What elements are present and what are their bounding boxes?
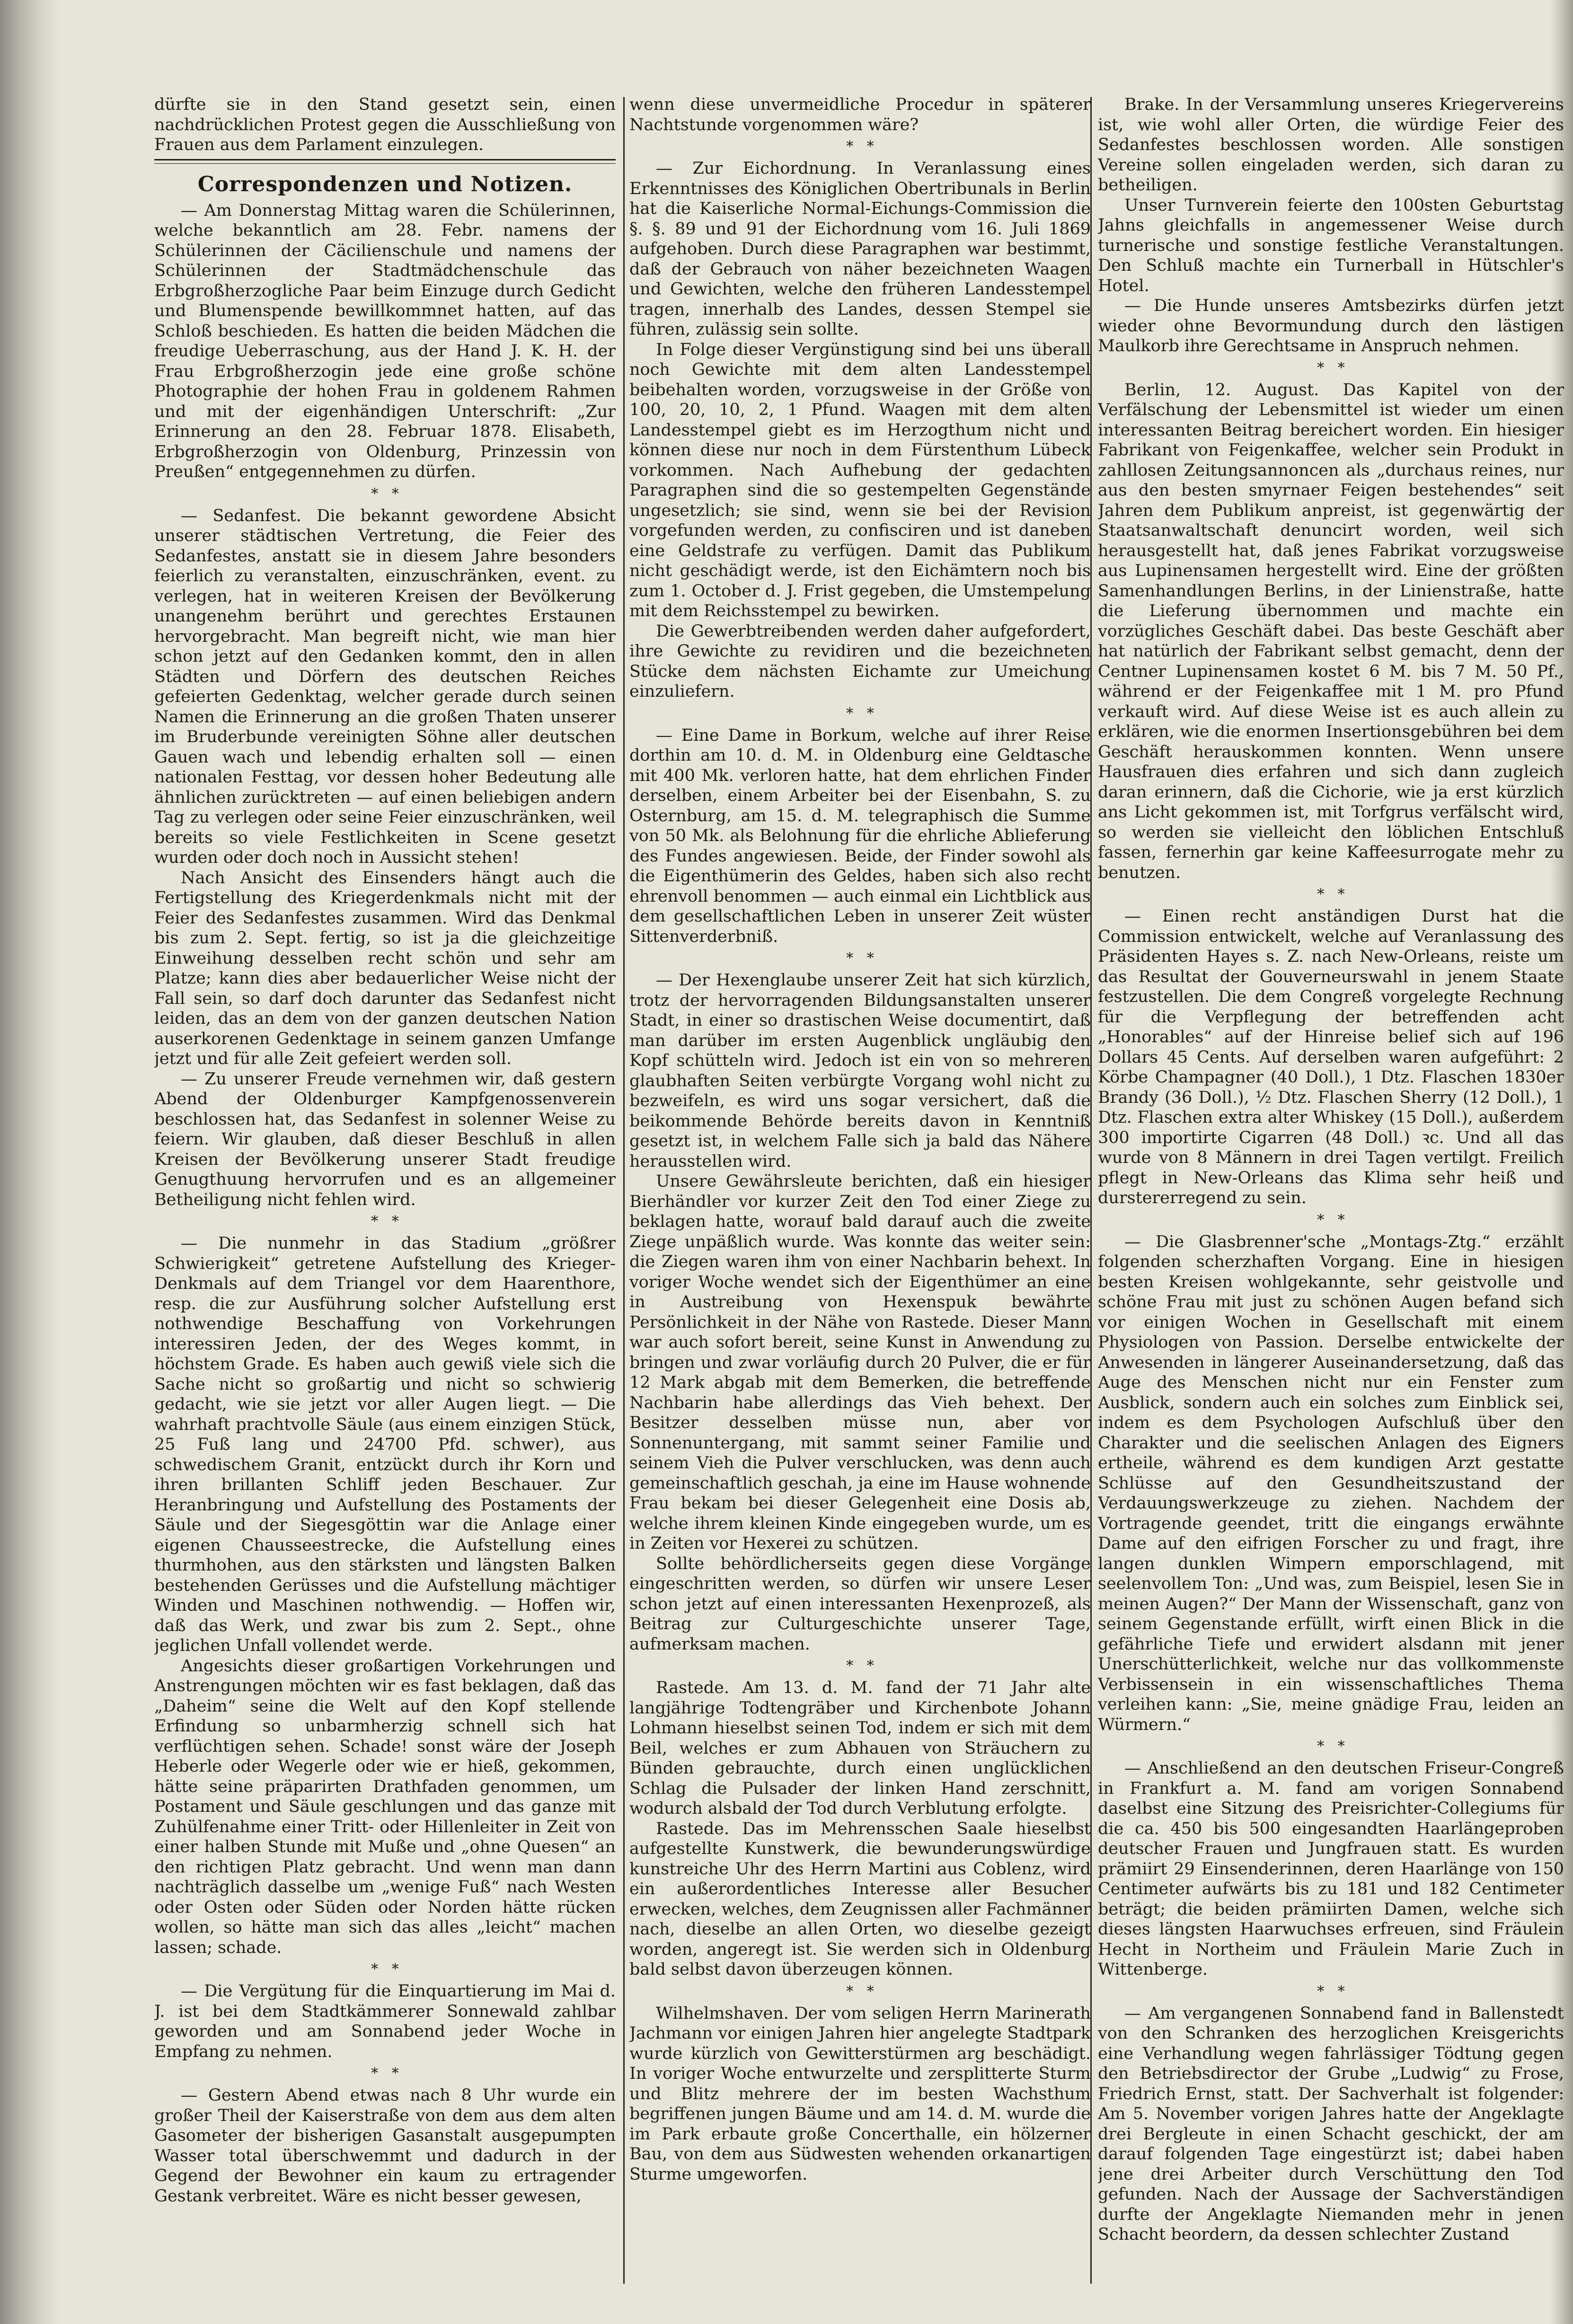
- article-paragraph: — Zur Eichordnung. In Veranlassung eines Erkenntnisses des Königlichen Obertribunals in Berlin hat die Kaiserliche Normal-Eichungs-Commission die §. §. 89 und 91 der Eichordnung vom 16. Juli 1869 aufgehoben. Durch diese Paragraphen war bestimmt, daß der Gebrauch von näher bezeichneten Waagen und Gewichten, welche den früheren Landesstempel tragen, innerhalb des Landes, dessen Stempel sie führen, zulässig sein sollte.: [629, 159, 1091, 339]
- article-paragraph: — Zu unserer Freude vernehmen wir, daß gestern Abend der Oldenburger Kampfgenossenverein beschlossen hat, das Sedanfest in solenner Weise zu feiern. Wir glauben, daß dieser Beschluß in allen Kreisen der Bevölkerung unserer Stadt freudige Genugthuung hervorrufen und es an allgemeiner Betheiligung nicht fehlen wird.: [154, 1069, 616, 1209]
- article-paragraph: — Am Donnerstag Mittag waren die Schülerinnen, welche bekanntlich am 28. Febr. namens der Schülerinnen der Cäcilienschule und namens der Schülerinnen der Stadtmädchenschule das Erbgroßherzogliche Paar beim Einzuge durch Gedicht und Blumenspende bewillkommnet hatten, auf das Schloß beschieden. Es hatten die beiden Mädchen die freudige Ueberraschung, aus der Hand J. K. H. der Frau Erbgroßherzogin jede eine große schöne Photographie der hohen Frau in goldenem Rahmen und mit der eigenhändigen Unterschrift: „Zur Erinnerung an den 28. Februar 1878. Elisabeth, Erbgroßherzogin von Oldenburg, Prinzessin von Preußen“ entgegennehmen zu dürfen.: [154, 201, 616, 481]
- section-divider: [154, 159, 616, 164]
- article-paragraph: Unsere Gewährsleute berichten, daß ein hiesiger Bierhändler vor kurzer Zeit den Tod einer Ziege zu beklagen hatte, worauf bald darauf auch die zweite Ziege unpäßlich wurde. Was konnte das weiter sein: die Ziegen waren ihm von einer Nachbarin behext. In voriger Woche wendet sich der Eigenthümer an eine in Austreibung von Hexenspuk bewährte Persönlichkeit in der Nähe von Rastede. Dieser Mann war auch sofort bereit, seine Kunst in Anwendung zu bringen und zwar vorläufig durch 20 Pulver, die er für 12 Mark abgab mit dem Bemerken, die betreffende Nachbarin habe allerdings das Vieh behext. Der Besitzer desselben müsse nun, aber vor Sonnenuntergang, mit sammt seiner Familie und seinem Vieh die Pulver verschlucken, was denn auch gemeinschaftlich geschah, ja eine im Hause wohnende Frau bekam bei dieser Gelegenheit eine Dosis ab, welche ihrem kleinen Kinde eingegeben wurde, um es in Zeiten vor Hexerei zu schützen.: [629, 1172, 1091, 1553]
- article-paragraph: Rastede. Am 13. d. M. fand der 71 Jahr alte langjährige Todtengräber und Kirchenbote Johann Lohmann hieselbst seinen Tod, indem er sich mit dem Beil, welches er zum Abhauen von Sträuchern zu Bünden gebrauchte, durch einen unglücklichen Schlag die Pulsader der linken Hand zerschnitt, wodurch alsbald der Tod durch Verblutung erfolgte.: [629, 1678, 1091, 1818]
- article-paragraph: — Die Vergütung für die Einquartierung im Mai d. J. ist bei dem Stadtkämmerer Sonnewald zahlbar geworden und am Sonnabend jeder Woche in Empfang zu nehmen.: [154, 1982, 616, 2061]
- column-2: [629, 95, 1091, 2291]
- article-paragraph: In Folge dieser Vergünstigung sind bei uns überall noch Gewichte mit dem alten Landesstempel beibehalten worden, vorzugsweise in der Größe von 100, 20, 10, 2, 1 Pfund. Waagen mit dem alten Landesstempel giebt es im Herzogthum nicht und können diese nur noch in dem Fürstenthum Lübeck vorkommen. Nach Aufhebung der gedachten Paragraphen sind die so gestempelten Gegenstände ungesetzlich; sie sind, wenn sie bei der Revision vorgefunden werden, zu confisciren und ist daneben eine Geldstrafe zu verfügen. Damit das Publikum nicht geschädigt werde, ist den Eichämtern noch bis zum 1. October d. J. Frist gegeben, die Umstempelung mit dem Reichsstempel zu bewirken.: [629, 340, 1091, 621]
- asterisk-separator: * *: [371, 485, 399, 502]
- asterisk-separator: * *: [846, 950, 874, 967]
- asterisk-separator: * *: [371, 1213, 399, 1230]
- article-paragraph: wenn diese unvermeidliche Procedur in späterer Nachtstunde vorgenommen wäre?: [629, 95, 1091, 134]
- article-paragraph: — Gestern Abend etwas nach 8 Uhr wurde ein großer Theil der Kaiserstraße von dem aus dem alten Gasometer der bisherigen Gasanstalt ausgepumpten Wasser total überschwemmt und dadurch in der Gegend der Bewohner ein kaum zu ertragender Gestank verbreitet. Wäre es nicht besser gewesen,: [154, 2086, 616, 2206]
- asterisk-separator: * *: [1317, 359, 1345, 376]
- binding-gutter: [0, 0, 61, 2324]
- asterisk-separator: * *: [371, 2065, 399, 2082]
- asterisk-separator: * *: [846, 1658, 874, 1674]
- article-paragraph: — Einen recht anständigen Durst hat die Commission entwickelt, welche auf Veranlassung des Präsidenten Hayes s. Z. nach New-Orleans, reiste um das Resultat der Gouverneurswahl in jenem Staate festzustellen. Die dem Congreß vorgelegte Rechnung für die Verpflegung der betreffenden acht „Honorables“ auf der Hinreise belief sich auf 196 Dollars 45 Cents. Auf derselben waren aufgeführt: 2 Körbe Champagner (40 Doll.), 1 Dtz. Flaschen 1830er Brandy (36 Doll.), ½ Dtz. Flaschen Sherry (12 Doll.), 1 Dtz. Flaschen extra alter Whiskey (15 Doll.), außerdem 300 importirte Cigarren (48 Doll.) ꝛc. Und all das wurde von 8 Männern in drei Tagen vertilgt. Freilich pflegt in New-Orleans das Klima sehr heiß und durstererregend zu sein.: [1098, 907, 1564, 1207]
- column-1: [154, 95, 616, 2291]
- article-paragraph: Wilhelmshaven. Der vom seligen Herrn Marinerath Jachmann vor einigen Jahren hier angelegte Stadtpark wurde kürzlich von Gewitterstürmen arg beschädigt. In voriger Woche entwurzelte und zersplitterte Sturm und Blitz mehrere der im besten Wachsthum begriffenen jungen Bäume und am 14. d. M. wurde die im Park erbaute große Concerthalle, ein hölzerner Bau, von dem aus Südwesten wehenden orkanartigen Sturme umgeworfen.: [629, 2004, 1091, 2184]
- asterisk-separator: * *: [1317, 886, 1345, 903]
- article-paragraph: — Eine Dame in Borkum, welche auf ihrer Reise dorthin am 10. d. M. in Oldenburg eine Geldtasche mit 400 Mk. verloren hatte, hat dem ehrlichen Finder derselben, einem Arbeiter bei der Eisenbahn, S. zu Osternburg, am 15. d. M. telegraphisch die Summe von 50 Mk. als Belohnung für die ehrliche Ablieferung des Fundes angewiesen. Beide, der Finder sowohl als die Eigenthümerin des Geldes, haben sich also recht ehrenvoll benommen — auch einmal ein Lichtblick aus dem gesellschaftlichen Leben in unserer Zeit wüster Sittenverderbniß.: [629, 726, 1091, 946]
- article-paragraph: Berlin, 12. August. Das Kapitel von der Verfälschung der Lebensmittel ist wieder um einen interessanten Beitrag bereichert worden. Ein hiesiger Fabrikant von Feigenkaffee, welcher sein Produkt in zahllosen Zeitungsannoncen als „durchaus reines, nur aus den besten smyrnaer Feigen bestehendes“ seit Jahren dem Publikum anpreist, ist gegenwärtig der Staatsanwaltschaft denuncirt worden, weil sich herausgestellt hat, daß jenes Fabrikat vorzugsweise aus Lupinensamen hergestellt wird. Eine der größten Samenhandlungen Berlins, in der Linienstraße, hatte die Lieferung übernommen und machte ein vorzügliches Geschäft dabei. Das beste Geschäft aber hat natürlich der Fabrikant selbst gemacht, denn der Centner Lupinensamen kostet 6 M. bis 7 M. 50 Pf., während er der Feigenkaffee mit 1 M. pro Pfund verkauft wird. Auf diese Weise ist es auch allein zu erklären, wie die enormen Insertionsgebühren bei dem Geschäft herauskommen konnten. Wenn unsere Hausfrauen dies erfahren und sich dann zugleich daran erinnern, daß die Cichorie, wie ja erst kürzlich ans Licht gekommen ist, mit Torfgrus verfälscht wird, so werden sie vielleicht den löblichen Entschluß fassen, fernerhin gar keine Kaffeesurrogate mehr zu benutzen.: [1098, 380, 1564, 882]
- article-paragraph: — Die Hunde unseres Amtsbezirks dürfen jetzt wieder ohne Bevormundung durch den lästigen Maulkorb ihre Gerechtsame in Anspruch nehmen.: [1098, 296, 1564, 355]
- article-paragraph: Unser Turnverein feierte den 100sten Geburtstag Jahns gleichfalls in angemessener Weise durch turnerische und sonstige festliche Veranstaltungen. Den Schluß machte ein Turnerball in Hütschler's Hotel.: [1098, 195, 1564, 295]
- intro-paragraph: dürfte sie in den Stand gesetzt sein, einen nachdrücklichen Protest gegen die Ausschließung von Frauen aus dem Parlament einzulegen.: [154, 95, 616, 154]
- asterisk-separator: * *: [846, 705, 874, 722]
- article-paragraph: Die Gewerbtreibenden werden daher aufgefordert, ihre Gewichte zu revidiren und die bezeichneten Stücke dem nächsten Eichamte zur Umeichung einzuliefern.: [629, 621, 1091, 701]
- column-3: [1098, 95, 1564, 2291]
- asterisk-separator: * *: [846, 138, 874, 155]
- article-paragraph: — Die nunmehr in das Stadium „größrer Schwierigkeit“ getretene Aufstellung des Krieger-Denkmals auf dem Triangel vor dem Haarenthore, resp. die zur Ausführung solcher Aufstellung erst nothwendige Beschaffung von Vorkehrungen interessiren Jeden, der des Weges kommt, in höchstem Grade. Es haben auch gewiß viele sich die Sache nicht so großartig und nicht so schwierig gedacht, wie sie jetzt vor aller Augen liegt. — Die wahrhaft prachtvolle Säule (aus einem einzigen Stück, 25 Fuß lang und 24700 Pfd. schwer), aus schwedischem Granit, entzückt durch ihr Korn und ihren brillanten Schliff jeden Beschauer. Zur Heranbringung und Aufstellung des Postaments der Säule und der Siegesgöttin war die Anlage einer eigenen Chausseestrecke, die Aufstellung eines thurmhohen, aus den stärksten und längsten Balken bestehenden Gerüsses und die Aufstellung mächtiger Winden und Maschinen nothwendig. — Hoffen wir, daß das Werk, und zwar bis zum 2. Sept., ohne jeglichen Unfall vollendet werde.: [154, 1234, 616, 1655]
- asterisk-separator: * *: [371, 1961, 399, 1978]
- article-paragraph: — Am vergangenen Sonnabend fand in Ballenstedt von den Schranken des herzoglichen Kreisgerichts eine Verhandlung wegen fahrlässiger Tödtung gegen den Betriebsdirector der Grube „Ludwig“ zu Frose, Friedrich Ernst, statt. Der Sachverhalt ist folgender: Am 5. November vorigen Jahres hatte der Angeklagte drei Bergleute in einen Schacht geschickt, der am darauf folgenden Tage eingestürzt ist; dabei haben jene drei Arbeiter durch Verschüttung den Tod gefunden. Nach der Aussage der Sachverständigen durfte der Angeklagte Niemanden mehr in jenen Schacht beordern, da dessen schlechter Zustand: [1098, 2004, 1564, 2244]
- column-rule-1: [623, 97, 625, 2284]
- article-paragraph: Rastede. Das im Mehrensschen Saale hieselbst aufgestellte Kunstwerk, die bewunderungswürdige kunstreiche Uhr des Herrn Martini aus Coblenz, wird ein außerordentliches Interesse aller Besucher erwecken, welches, dem Zeugnissen aller Fachmänner nach, dieselbe an allen Orten, wo dieselbe gezeigt worden, angeregt ist. Sie werden sich in Oldenburg bald selbst davon überzeugen können.: [629, 1819, 1091, 1979]
- article-paragraph: — Die Glasbrenner'sche „Montags-Ztg.“ erzählt folgenden scherzhaften Vorgang. Eine in hiesigen besten Kreisen wohlgekannte, sehr geistvolle und schöne Frau mit just zu schönen Augen befand sich vor einigen Wochen in Gesellschaft mit einem Physiologen von Passion. Derselbe entwickelte der Anwesenden in längerer Auseinandersetzung, daß das Auge des Menschen nicht nur ein Fenster zum Ausblick, sondern auch ein solches zum Einblick sei, indem es dem Psychologen Aufschluß über den Charakter und die seelischen Anlagen des Eigners ertheile, während es dem kundigen Arzt gestatte Schlüsse auf den Gesundheitszustand der Verdauungswerkzeuge zu ziehen. Nachdem der Vortragende geendet, tritt die eingangs erwähnte Dame auf den eifrigen Forscher zu und fragt, ihre langen dunklen Wimpern emporschlagend, mit seelenvollem Ton: „Und was, zum Beispiel, lesen Sie in meinen Augen?“ Der Mann der Wissenschaft, ganz von seinem Gegenstande erfüllt, wirft einen Blick in die gefährliche Tiefe und erwidert alsdann mit jener Unerschütterlichkeit, welche nur das vollkommenste Verbissensein in ein wissenschaftliches Thema verleihen kann: „Sie, meine gnädige Frau, leiden an Würmern.“: [1098, 1232, 1564, 1734]
- article-paragraph: Brake. In der Versammlung unseres Kriegervereins ist, wie wohl aller Orten, die würdige Feier des Sedanfestes beschlossen worden. Alle sonstigen Vereine sollen eingeladen werden, sich daran zu betheiligen.: [1098, 95, 1564, 195]
- asterisk-separator: * *: [846, 1983, 874, 2000]
- section-heading: Correspondenzen und Notizen.: [197, 172, 573, 196]
- article-paragraph: Angesichts dieser großartigen Vorkehrungen und Anstrengungen möchten wir es fast beklagen, daß das „Daheim“ seine die Welt auf den Kopf stellende Erfindung so unbarmherzig schnell sich hat verflüchtigen sehen. Schade! sonst wäre der Joseph Heberle oder Wegerle oder wie er hieß, gekommen, hätte seine präparirten Drathfaden genommen, um Postament und Säule geschlungen und das ganze mit Zuhülfenahme einer Tritt- oder Hillenleiter in Zeit von einer halben Stunde mit Muße und „ohne Quesen“ an den richtigen Platz gebracht. Und wenn man dann nachträglich dasselbe um „wenige Fuß“ nach Westen oder Osten oder Süden oder Norden hätte rücken wollen, so hätte man sich das alles „leicht“ machen lassen; schade.: [154, 1656, 616, 1957]
- article-paragraph: — Anschließend an den deutschen Friseur-Congreß in Frankfurt a. M. fand am vorigen Sonnabend daselbst eine Sitzung des Preisrichter-Collegiums für die ca. 450 bis 500 eingesandten Haarlängeproben deutscher Frauen und Jungfrauen statt. Es wurden prämiirt 29 Einsenderinnen, deren Haarlänge von 150 Centimeter aufwärts bis zu 181 und 182 Centimeter beträgt; die beiden prämiirten Damen, welche sich dieses längsten Haarwuchses erfreuen, sind Fräulein Hecht in Northeim und Fräulein Marie Zuch in Wittenberge.: [1098, 1759, 1564, 1979]
- asterisk-separator: * *: [1317, 1738, 1345, 1755]
- article-paragraph: — Sedanfest. Die bekannt gewordene Absicht unserer städtischen Vertretung, die Feier des Sedanfestes, anstatt sie in diesem Jahre besonders feierlich zu veranstalten, einzuschränken, event. zu verlegen, hat in weiteren Kreisen der Bevölkerung unangenehm berührt und gerechtes Erstaunen hervorgebracht. Man begreift nicht, wie man hier schon jetzt auf den Gedanken kommt, den in allen Städten und Dörfern des deutschen Reiches gefeierten Gedenktag, welcher gerade durch seinen Namen die Erinnerung an die großen Thaten unserer im Bruderbunde vereinigten Söhne aller deutschen Gauen wach und lebendig erhalten soll — einen nationalen Festtag, vor dessen hoher Bedeutung alle ähnlichen zurücktreten — auf einen beliebigen andern Tag zu verlegen oder seine Feier einzuschränken, weil bereits so viele Festlichkeiten in Scene gesetzt wurden oder doch noch in Aussicht stehen!: [154, 506, 616, 867]
- asterisk-separator: * *: [1317, 1983, 1345, 2000]
- article-paragraph: — Der Hexenglaube unserer Zeit hat sich kürzlich, trotz der hervorragenden Bildungsanstalten unserer Stadt, in einer so drastischen Weise documentirt, daß man darüber im ersten Augenblick ungläubig den Kopf schütteln wird. Jedoch ist ein von so mehreren glaubhaften Seiten verbürgte Vorgang wohl nicht zu bezweifeln, es wird uns sogar versichert, daß die beikommende Behörde bereits davon in Kenntniß gesetzt ist, in welchem Falle sich ja bald das Nähere herausstellen wird.: [629, 971, 1091, 1171]
- article-paragraph: Nach Ansicht des Einsenders hängt auch die Fertigstellung des Kriegerdenkmals nicht mit der Feier des Sedanfestes zusammen. Wird das Denkmal bis zum 2. Sept. fertig, so ist ja die gleichzeitige Einweihung desselben recht schön und sehr am Platze; kann dies aber bedauerlicher Weise nicht der Fall sein, so darf doch darunter das Sedanfest nicht leiden, das an dem von der ganzen deutschen Nation auserkorenen Gedenktage in seinem ganzen Umfange jetzt und für alle Zeit gefeiert werden soll.: [154, 868, 616, 1068]
- article-paragraph: Sollte behördlicherseits gegen diese Vorgänge eingeschritten werden, so dürfen wir unsere Leser schon jetzt auf einen interessanten Hexenprozeß, als Beitrag zur Culturgeschichte unserer Tage, aufmerksam machen.: [629, 1554, 1091, 1654]
- asterisk-separator: * *: [1317, 1211, 1345, 1228]
